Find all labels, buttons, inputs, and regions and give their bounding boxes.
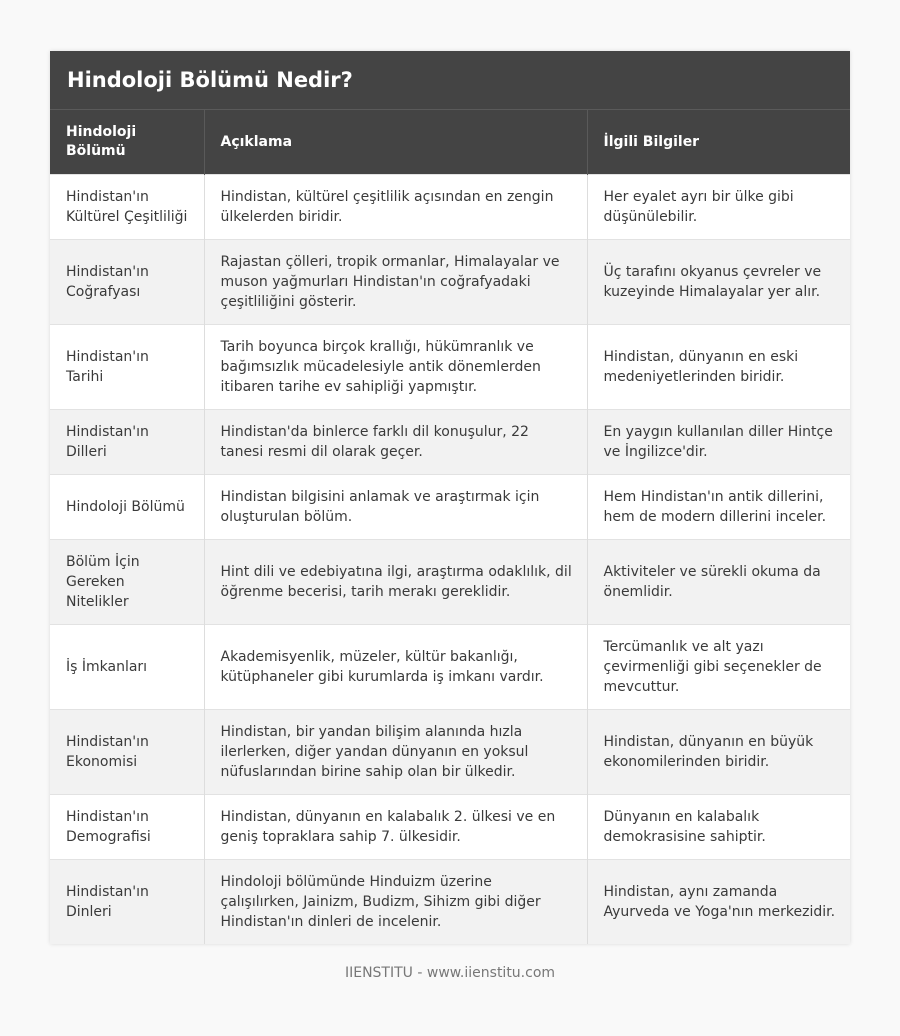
cell-section: Bölüm İçin Gereken Nitelikler <box>50 540 204 625</box>
footer-credit: IIENSTITU - www.iienstitu.com <box>344 965 556 981</box>
table-title: Hindoloji Bölümü Nedir? <box>50 51 850 110</box>
cell-description: Rajastan çölleri, tropik ormanlar, Himalayalar ve muson yağmurları Hindistan'ın coğrafyadaki çeşitliliğini gösterir. <box>204 240 587 325</box>
cell-description: Hindoloji bölümünde Hinduizm üzerine çalışılırken, Jainizm, Budizm, Sihizm gibi diğer Hindistan'ın dinleri de incelenir. <box>204 860 587 945</box>
cell-related-info: Tercümanlık ve alt yazı çevirmenliği gibi seçenekler de mevcuttur. <box>587 625 850 710</box>
cell-section: Hindistan'ın Dinleri <box>50 860 204 945</box>
cell-section: Hindoloji Bölümü <box>50 475 204 540</box>
cell-description: Hint dili ve edebiyatına ilgi, araştırma odaklılık, dil öğrenme becerisi, tarih merakı gereklidir. <box>204 540 587 625</box>
table-row <box>50 795 850 860</box>
cell-related-info: Aktiviteler ve sürekli okuma da önemlidir. <box>587 540 850 625</box>
cell-related-info: Üç tarafını okyanus çevreler ve kuzeyinde Himalayalar yer alır. <box>587 240 850 325</box>
cell-related-info: Hindistan, aynı zamanda Ayurveda ve Yoga'nın merkezidir. <box>587 860 850 945</box>
cell-description: Tarih boyunca birçok krallığı, hükümranlık ve bağımsızlık mücadelesiyle antik dönemlerden itibaren tarihe ev sahipliği yapmıştır. <box>204 325 587 410</box>
table-row <box>50 540 850 625</box>
cell-section: Hindistan'ın Demografisi <box>50 795 204 860</box>
table-row <box>50 475 850 540</box>
cell-description: Akademisyenlik, müzeler, kültür bakanlığı, kütüphaneler gibi kurumlarda iş imkanı vardır. <box>204 625 587 710</box>
cell-related-info: Hindistan, dünyanın en eski medeniyetlerinden biridir. <box>587 325 850 410</box>
table-row <box>50 710 850 795</box>
table-row <box>50 860 850 945</box>
cell-related-info: Hindistan, dünyanın en büyük ekonomilerinden biridir. <box>587 710 850 795</box>
cell-related-info: Hem Hindistan'ın antik dillerini, hem de modern dillerini inceler. <box>587 475 850 540</box>
cell-section: Hindistan'ın Ekonomisi <box>50 710 204 795</box>
cell-description: Hindistan, dünyanın en kalabalık 2. ülkesi ve en geniş topraklara sahip 7. ülkesidir. <box>204 795 587 860</box>
cell-description: Hindistan bilgisini anlamak ve araştırmak için oluşturulan bölüm. <box>204 475 587 540</box>
table-row <box>50 240 850 325</box>
table-row <box>50 325 850 410</box>
info-table <box>50 110 850 944</box>
info-table-card <box>50 51 850 944</box>
cell-section: İş İmkanları <box>50 625 204 710</box>
header-row <box>50 110 850 175</box>
table-row <box>50 410 850 475</box>
cell-related-info: En yaygın kullanılan diller Hintçe ve İngilizce'dir. <box>587 410 850 475</box>
cell-section: Hindistan'ın Kültürel Çeşitliliği <box>50 175 204 240</box>
cell-related-info: Her eyalet ayrı bir ülke gibi düşünülebilir. <box>587 175 850 240</box>
column-header-section: Hindoloji Bölümü <box>50 110 204 175</box>
table-row <box>50 625 850 710</box>
cell-section: Hindistan'ın Tarihi <box>50 325 204 410</box>
column-header-related-info: İlgili Bilgiler <box>587 110 850 175</box>
table-row <box>50 175 850 240</box>
column-header-description: Açıklama <box>204 110 587 175</box>
cell-description: Hindistan'da binlerce farklı dil konuşulur, 22 tanesi resmi dil olarak geçer. <box>204 410 587 475</box>
cell-related-info: Dünyanın en kalabalık demokrasisine sahiptir. <box>587 795 850 860</box>
cell-description: Hindistan, kültürel çeşitlilik açısından en zengin ülkelerden biridir. <box>204 175 587 240</box>
cell-section: Hindistan'ın Coğrafyası <box>50 240 204 325</box>
cell-description: Hindistan, bir yandan bilişim alanında hızla ilerlerken, diğer yandan dünyanın en yoksul nüfuslarından birine sahip olan bir ülkedir. <box>204 710 587 795</box>
cell-section: Hindistan'ın Dilleri <box>50 410 204 475</box>
